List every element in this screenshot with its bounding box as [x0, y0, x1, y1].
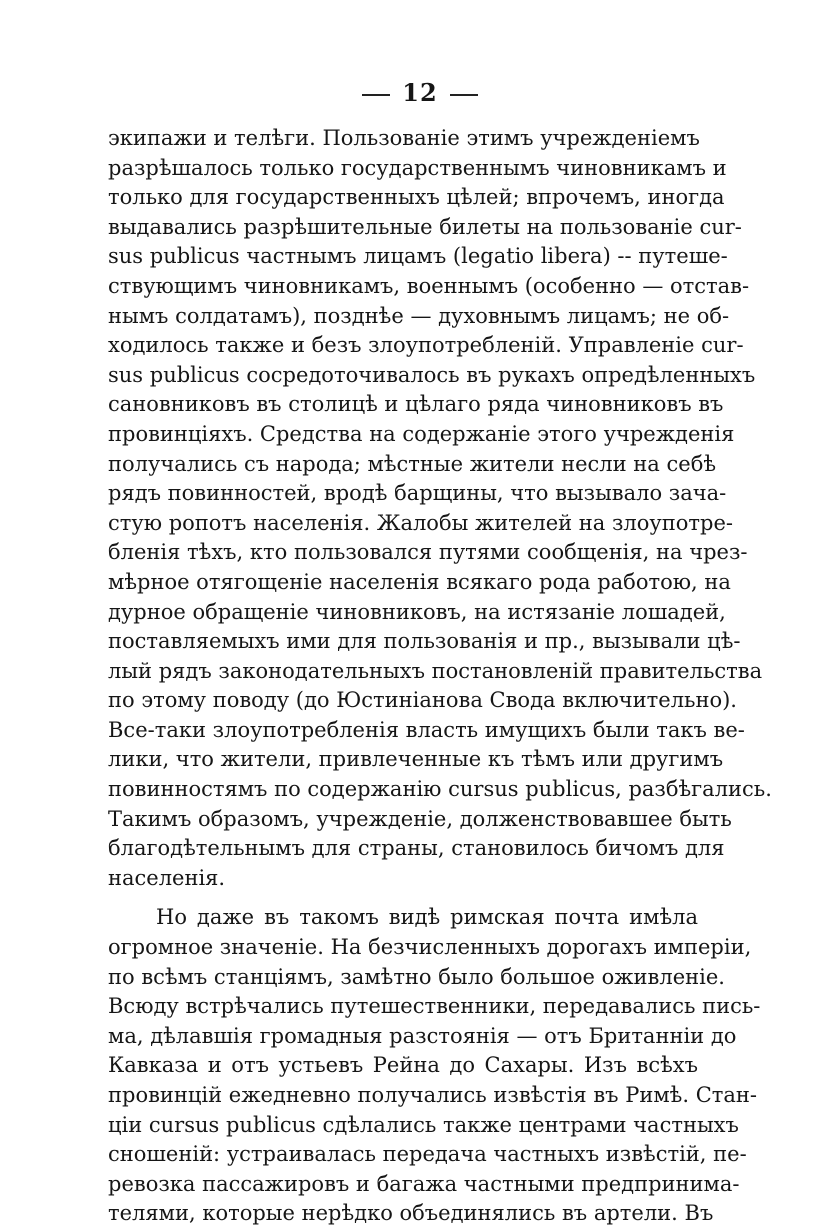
text-line: провинцій ежедневно получались извѣстія въ Римѣ. Стан-	[108, 1083, 757, 1107]
paragraph-spacer	[108, 893, 698, 903]
text-line: разрѣшалось только государственнымъ чиновникамъ и	[108, 155, 727, 180]
body-text	[108, 124, 772, 1229]
text-line: получались съ народа; мѣстные жители несли на себѣ	[108, 451, 716, 476]
text-line: телями, которые нерѣдко объединялись въ артели. Въ	[108, 1201, 714, 1226]
text-line: стую ропотъ населенія. Жалобы жителей на злоупотре-	[108, 510, 733, 535]
text-line: Такимъ образомъ, учрежденіе, долженствовавшее быть	[108, 806, 732, 831]
text-line: Кавказа и отъ устьевъ Рейна до Сахары. Изъ всѣхъ	[108, 1053, 698, 1078]
right-dash-ornament	[450, 94, 478, 96]
text-line: лый рядъ законодательныхъ постановленій правительства	[108, 658, 763, 683]
left-dash-ornament	[362, 94, 390, 96]
text-line: бленія тѣхъ, кто пользовался путями сообщенія, на чрез-	[108, 540, 748, 565]
text-line: населенія.	[108, 865, 226, 890]
text-line: только для государственныхъ цѣлей; впрочемъ, иногда	[108, 185, 725, 210]
text-line: Но даже въ такомъ видѣ римская почта имѣла	[156, 905, 698, 930]
paragraph-2	[108, 903, 761, 1229]
text-line: ціи cursus publicus сдѣлались также центрами частныхъ	[108, 1112, 739, 1137]
text-line: выдавались разрѣшительные билеты на пользованіе cur-	[108, 214, 742, 239]
text-line: sus publicus сосредоточивалось въ рукахъ опредѣленныхъ	[108, 362, 756, 387]
text-line: sus publicus частнымъ лицамъ (legatio libera) -- путеше-	[108, 244, 728, 269]
text-line: экипажи и телѣги. Пользованіе этимъ учрежденіемъ	[108, 126, 700, 150]
page-number: 12	[402, 78, 438, 107]
text-line: мѣрное отягощеніе населенія всякаго рода работою, на	[108, 569, 731, 594]
text-line: огромное значеніе. На безчисленныхъ дорогахъ имперіи,	[108, 935, 752, 960]
text-line: сношеній: устраивалась передача частныхъ извѣстій, пе-	[108, 1142, 747, 1167]
text-line: Все-таки злоупотребленія власть имущихъ были такъ ве-	[108, 717, 745, 742]
text-line: дурное обращеніе чиновниковъ, на истязаніе лошадей,	[108, 599, 726, 624]
text-line: сановниковъ въ столицѣ и цѣлаго ряда чиновниковъ въ	[108, 392, 724, 417]
text-line: повинностямъ по содержанію cursus publicus, разбѣгались.	[108, 777, 772, 802]
text-line: ходилось также и безъ злоупотребленій. Управленіе cur-	[108, 333, 744, 358]
text-line: ствующимъ чиновникамъ, военнымъ (особенно — отстав-	[108, 273, 750, 298]
text-line: лики, что жители, привлеченные къ тѣмъ или другимъ	[108, 747, 724, 772]
text-line: по всѣмъ станціямъ, замѣтно было большое оживленіе.	[108, 964, 725, 989]
text-line: по этому поводу (до Юстиніанова Свода включительно).	[108, 688, 737, 713]
text-line: провинціяхъ. Средства на содержаніе этого учрежденія	[108, 421, 735, 446]
text-line: Всюду встрѣчались путешественники, передавались пись-	[108, 994, 761, 1019]
text-line: ма, дѣлавшія громадныя разстоянія — отъ Британніи до	[108, 1023, 737, 1048]
text-line: поставляемыхъ ими для пользованія и пр., вызывали цѣ-	[108, 629, 741, 654]
text-line: ревозка пассажировъ и багажа частными предпринима-	[108, 1171, 740, 1196]
text-line: благодѣтельнымъ для страны, становилось бичомъ для	[108, 836, 725, 861]
text-line: рядъ повинностей, вродѣ барщины, что вызывало зача-	[108, 481, 727, 506]
page-number-header	[0, 78, 840, 107]
text-line: нымъ солдатамъ), позднѣе — духовнымъ лицамъ; не об-	[108, 303, 730, 328]
paragraph-1	[108, 124, 772, 893]
